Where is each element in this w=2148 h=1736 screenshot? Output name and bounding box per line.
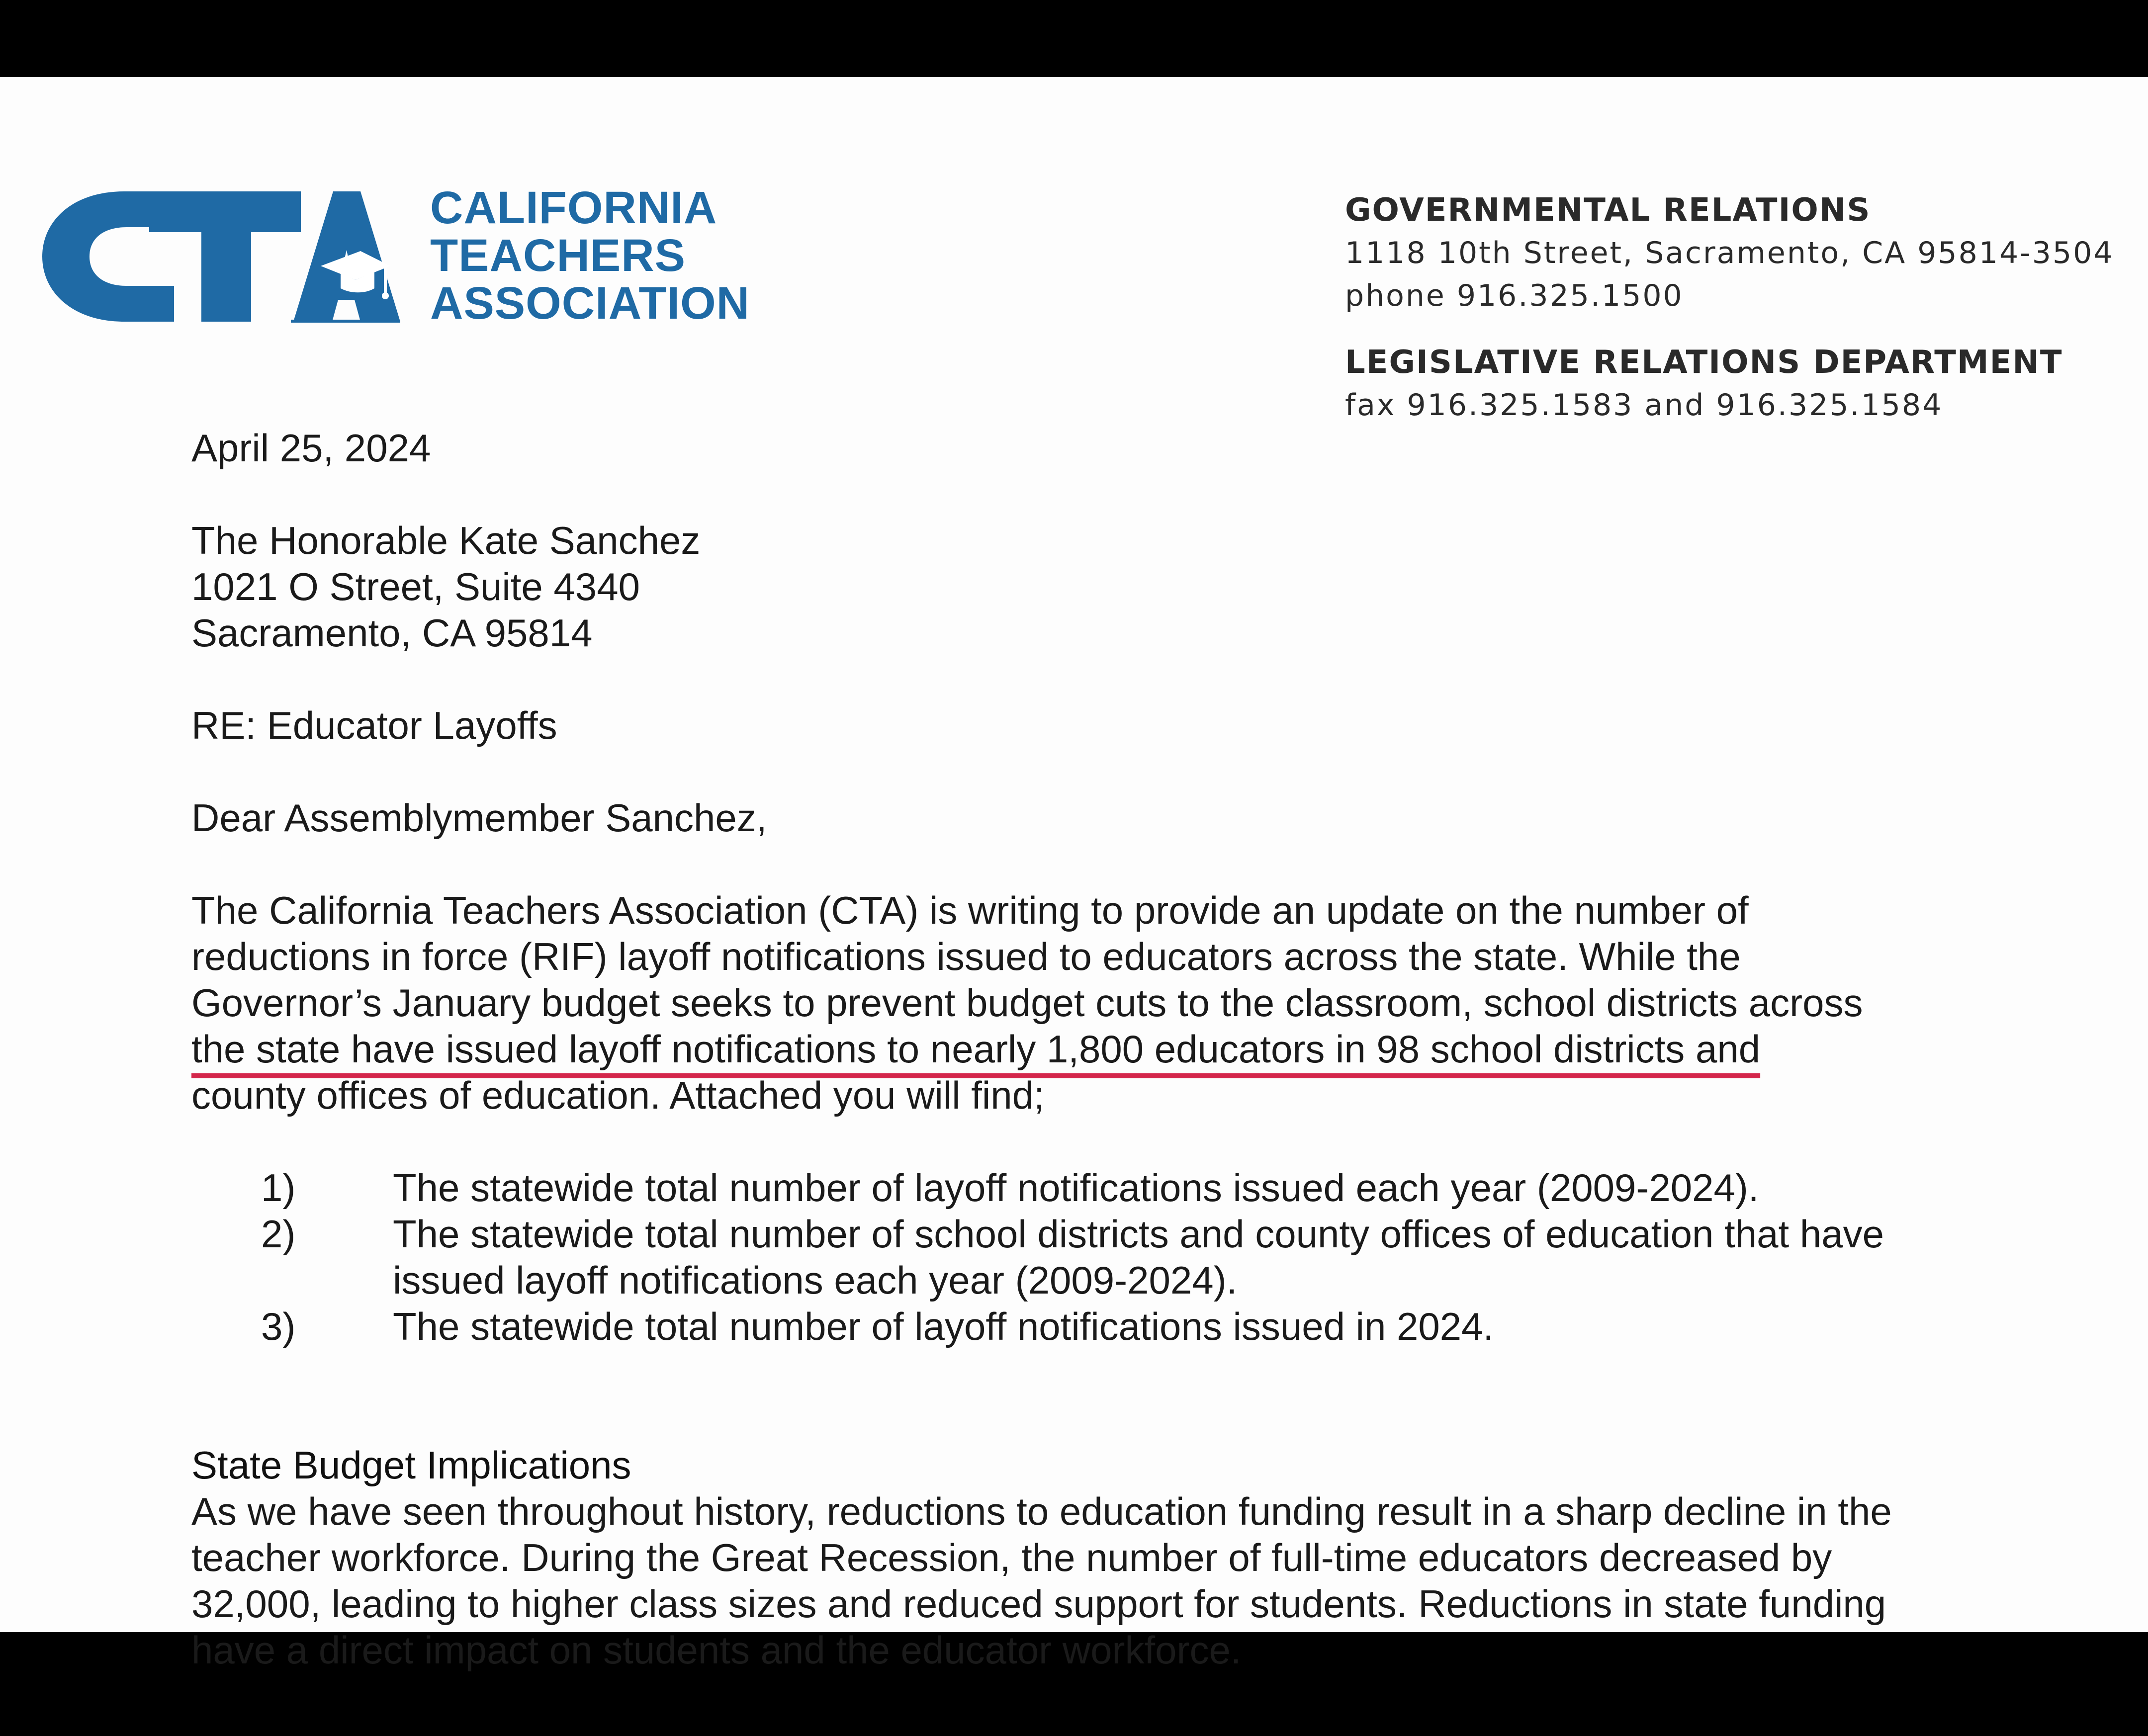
list-item-text xyxy=(393,1211,1947,1303)
org-name-line-2: TEACHERS xyxy=(430,230,686,281)
list-item-text xyxy=(393,1165,1947,1211)
list-item-number: 1) xyxy=(261,1166,296,1210)
recipient-line-1: The Honorable Kate Sanchez xyxy=(191,519,701,562)
list-item xyxy=(191,1211,1947,1303)
list-item xyxy=(191,1165,1947,1211)
address-line: 1118 10th Street, Sacramento, CA 95814-3504 xyxy=(1345,236,2114,270)
org-name xyxy=(430,184,750,327)
gov-relations-heading: GOVERNMENTAL RELATIONS xyxy=(1345,192,1871,229)
intro-paragraph xyxy=(191,887,1947,1119)
recipient-line-3: Sacramento, CA 95814 xyxy=(191,611,593,655)
list-item-number: 3) xyxy=(261,1304,296,1348)
para1-line-2: reductions in force (RIF) layoff notifications issued to educators across the state. While the xyxy=(191,935,1741,978)
list-item-line: The statewide total number of layoff notifications issued in 2024. xyxy=(393,1304,1494,1348)
salutation: Dear Assemblymember Sanchez, xyxy=(191,796,767,840)
contact-block xyxy=(1345,189,2114,427)
para1-line-4-highlighted xyxy=(191,1026,1947,1072)
para2-line-4: have a direct impact on students and the educator workforce. xyxy=(191,1628,1242,1672)
list-item-line: The statewide total number of layoff notifications issued each year (2009-2024). xyxy=(393,1166,1759,1210)
dept-heading: LEGISLATIVE RELATIONS DEPARTMENT xyxy=(1345,344,2063,381)
cta-logo xyxy=(42,186,400,327)
re-line: RE: Educator Layoffs xyxy=(191,703,557,747)
para1-line-5: county offices of education. Attached you will find; xyxy=(191,1073,1045,1117)
list-item-text xyxy=(393,1303,1947,1350)
para2-line-1: As we have seen throughout history, reductions to education funding result in a sharp decline in the xyxy=(191,1489,1892,1533)
phone-line: phone 916.325.1500 xyxy=(1345,278,1684,313)
para1-line-1: The California Teachers Association (CTA) is writing to provide an update on the number of xyxy=(191,888,1749,932)
para2-line-3: 32,000, leading to higher class sizes and reduced support for students. Reductions in state funding xyxy=(191,1582,1886,1626)
red-underline-highlight: the state have issued layoff notifications to nearly 1,800 educators in 98 school districts and xyxy=(191,1027,1761,1071)
org-name-line-1: CALIFORNIA xyxy=(430,182,717,233)
list-item-number: 2) xyxy=(261,1212,296,1256)
list-item xyxy=(191,1303,1947,1350)
list-item-line: The statewide total number of school districts and county offices of education that have xyxy=(393,1212,1884,1256)
recipient-line-2: 1021 O Street, Suite 4340 xyxy=(191,565,640,608)
letter-body xyxy=(191,425,1947,1673)
fax-line: fax 916.325.1583 and 916.325.1584 xyxy=(1345,388,1943,423)
list-item-line: issued layoff notifications each year (2009-2024). xyxy=(393,1258,1238,1302)
letter-date: April 25, 2024 xyxy=(191,426,431,470)
org-name-line-3: ASSOCIATION xyxy=(430,278,750,329)
letter-page xyxy=(0,77,2148,1672)
para1-line-3: Governor’s January budget seeks to prevent budget cuts to the classroom, school districts across xyxy=(191,981,1863,1025)
section-title: State Budget Implications xyxy=(191,1443,631,1487)
attachment-list xyxy=(191,1165,1947,1350)
para2-line-2: teacher workforce. During the Great Recession, the number of full-time educators decreased by xyxy=(191,1536,1832,1579)
